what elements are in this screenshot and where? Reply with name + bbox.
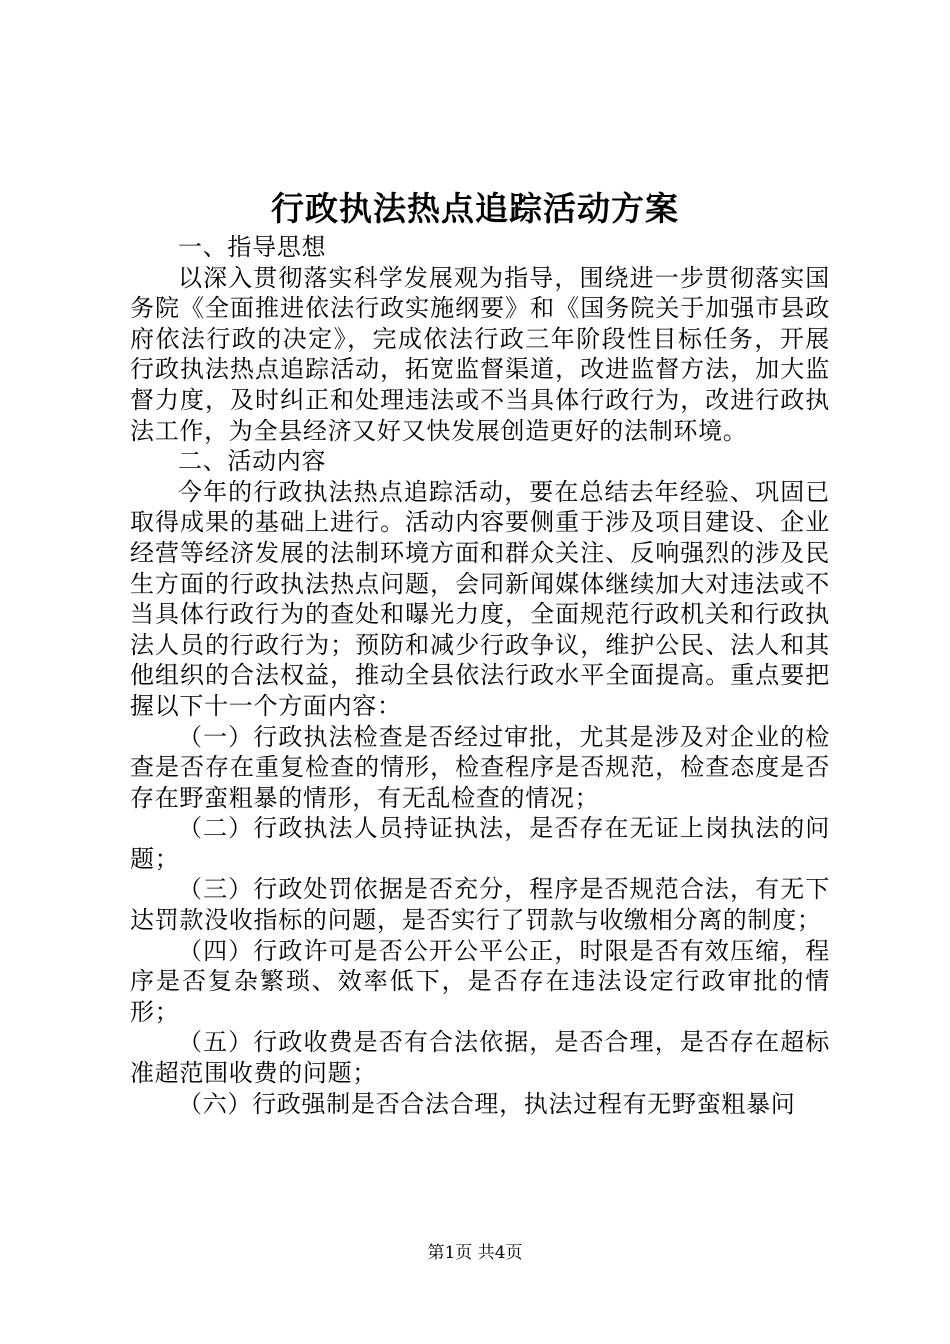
section-heading-guiding-thought: 一、指导思想 bbox=[178, 233, 327, 261]
list-item-4: （四）行政许可是否公开公平公正，时限是否有效压缩，程序是否复杂繁琐、效率低下，是否存在违法设定行政审批的情形； bbox=[130, 936, 830, 1026]
list-item-6: （六）行政强制是否合法合理，执法过程有无野蛮粗暴问 bbox=[178, 1089, 796, 1118]
list-item-3: （三）行政处罚依据是否充分，程序是否规范合法，有无下达罚款没收指标的问题，是否实行了罚款与收缴相分离的制度； bbox=[130, 875, 830, 935]
list-item-1: （一）行政执法检查是否经过审批，尤其是涉及对企业的检查是否存在重复检查的情形，检查程序是否规范，检查态度是否存在野蛮粗暴的情形，有无乱检查的情况； bbox=[130, 722, 830, 812]
section-heading-activity-content: 二、活动内容 bbox=[178, 447, 327, 476]
document-body bbox=[130, 232, 830, 1119]
document-title: 行政执法热点追踪活动方案 bbox=[271, 189, 679, 228]
list-item-2: （二）行政执法人员持证执法，是否存在无证上岗执法的问题； bbox=[130, 814, 830, 873]
paragraph-activity-content: 今年的行政执法热点追踪活动，要在总结去年经验、巩固已取得成果的基础上进行。活动内容要侧重于涉及项目建设、企业经营等经济发展的法制环境方面和群众关注、反响强烈的涉及民生方面的行政执法热点问题，会同新闻媒体继续加大对违法或不当具体行政行为的查处和曝光力度，全面规范行政机关和行政执法人员的行政行为；预防和减少行政争议，维护公民、法人和其他组织的合法权益，推动全县依法行政水平全面提高。重点要把握以下十一个方面内容： bbox=[130, 477, 830, 720]
list-item-5: （五）行政收费是否有合法依据，是否合理，是否存在超标准超范围收费的问题； bbox=[130, 1028, 830, 1088]
paragraph-guiding-thought: 以深入贯彻落实科学发展观为指导，围绕进一步贯彻落实国务院《全面推进依法行政实施纲要》和《国务院关于加强市县政府依法行政的决定》，完成依法行政三年阶段性目标任务，开展行政执法热点追踪活动，拓宽监督渠道，改进监督方法，加大监督力度，及时纠正和处理违法或不当具体行政行为，改进行政执法工作，为全县经济又好又快发展创造更好的法制环境。 bbox=[130, 263, 830, 445]
page-footer: 第1页 共4页 bbox=[427, 1243, 523, 1263]
